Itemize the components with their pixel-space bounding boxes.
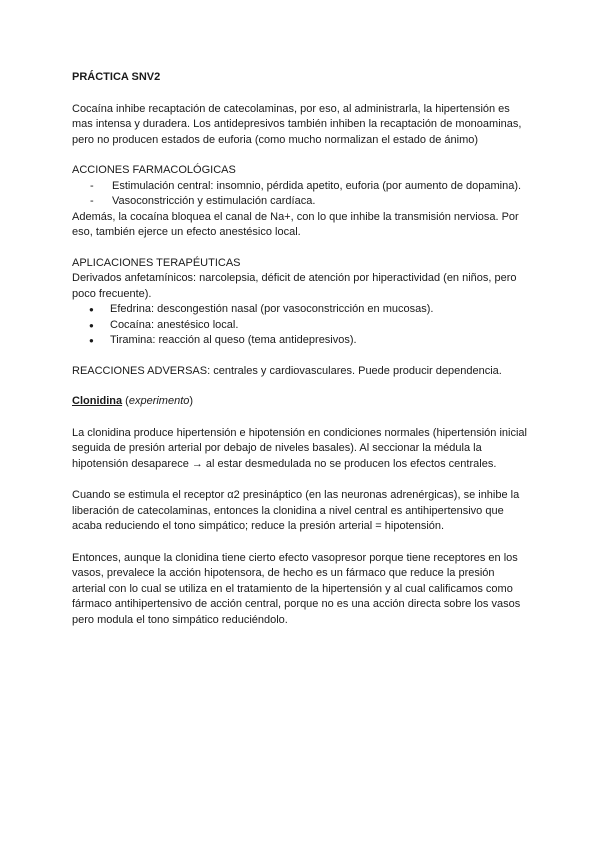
paren-open: ( bbox=[122, 395, 129, 407]
list-item: - Estimulación central: insomnio, pérdida apetito, euforia (por aumento de dopamina). bbox=[90, 179, 528, 195]
clonidina-heading bbox=[72, 394, 528, 410]
aplicaciones-heading: APLICACIONES TERAPÉUTICAS bbox=[72, 256, 241, 269]
intro-paragraph: Cocaína inhibe recaptación de catecolaminas, por eso, al administrarla, la hipertensión es mas intensa y duradera. Los antidepresivos también inhiben la recaptación de monoaminas, pero no producen estados de euforia (como mucho normalizan el estado de ánimo) bbox=[72, 102, 522, 146]
paren-close: ) bbox=[189, 395, 194, 407]
clonidina-note: experimento bbox=[128, 395, 190, 407]
list-item: ● Cocaína: anestésico local. bbox=[88, 318, 528, 334]
list-item: ● Efedrina: descongestión nasal (por vasoconstricción en mucosas). bbox=[88, 302, 528, 318]
acciones-list bbox=[72, 179, 528, 210]
acciones-heading: ACCIONES FARMACOLÓGICAS bbox=[72, 164, 236, 176]
aplicaciones-lead: Derivados anfetamínicos: narcolepsia, déficit de atención por hiperactividad (en niños, pero poco frecuente). bbox=[72, 272, 517, 300]
document-title: PRÁCTICA SNV2 bbox=[72, 71, 161, 83]
list-item: ● Tiramina: reacción al queso (tema antidepresivos). bbox=[88, 333, 528, 349]
list-item: - Vasoconstricción y estimulación cardíaca. bbox=[90, 194, 528, 210]
clonidina-paragraph: La clonidina produce hipertensión e hipotensión en condiciones normales (hipertensión inicial seguida de presión arterial por debajo de niveles basales). Al seccionar la médula la hipotensión desaparece → al estar desmedulada no se producen los efectos centrales. bbox=[72, 426, 527, 470]
clonidina-paragraph: Entonces, aunque la clonidina tiene cierto efecto vasopresor porque tiene receptores en los vasos, prevalece la acción hipotensora, de hecho es un fármaco que reduce la presión arterial con lo cual se utiliza en el tratamiento de la hipertensión y al cual calificamos como fármaco antihipertensivo de acción central, porque no es una acción directa sobre los vasos pero modula el tono simpático reduciéndolo. bbox=[72, 551, 521, 626]
clonidina-title: Clonidina bbox=[72, 395, 123, 407]
acciones-extra-paragraph: Además, la cocaína bloquea el canal de Na+, con lo que inhibe la transmisión nerviosa. Por eso, también ejerce un efecto anestésico local. bbox=[72, 210, 519, 238]
reacciones-paragraph: REACCIONES ADVERSAS: centrales y cardiovasculares. Puede producir dependencia. bbox=[72, 364, 502, 377]
aplicaciones-list bbox=[72, 302, 528, 349]
clonidina-paragraph: Cuando se estimula el receptor α2 presináptico (en las neuronas adrenérgicas), se inhibe la liberación de catecolaminas, entonces la clonidina a nivel central es antihipertensivo que acaba reduciendo el tono simpático; reduce la presión arterial = hipotensión. bbox=[72, 489, 520, 532]
